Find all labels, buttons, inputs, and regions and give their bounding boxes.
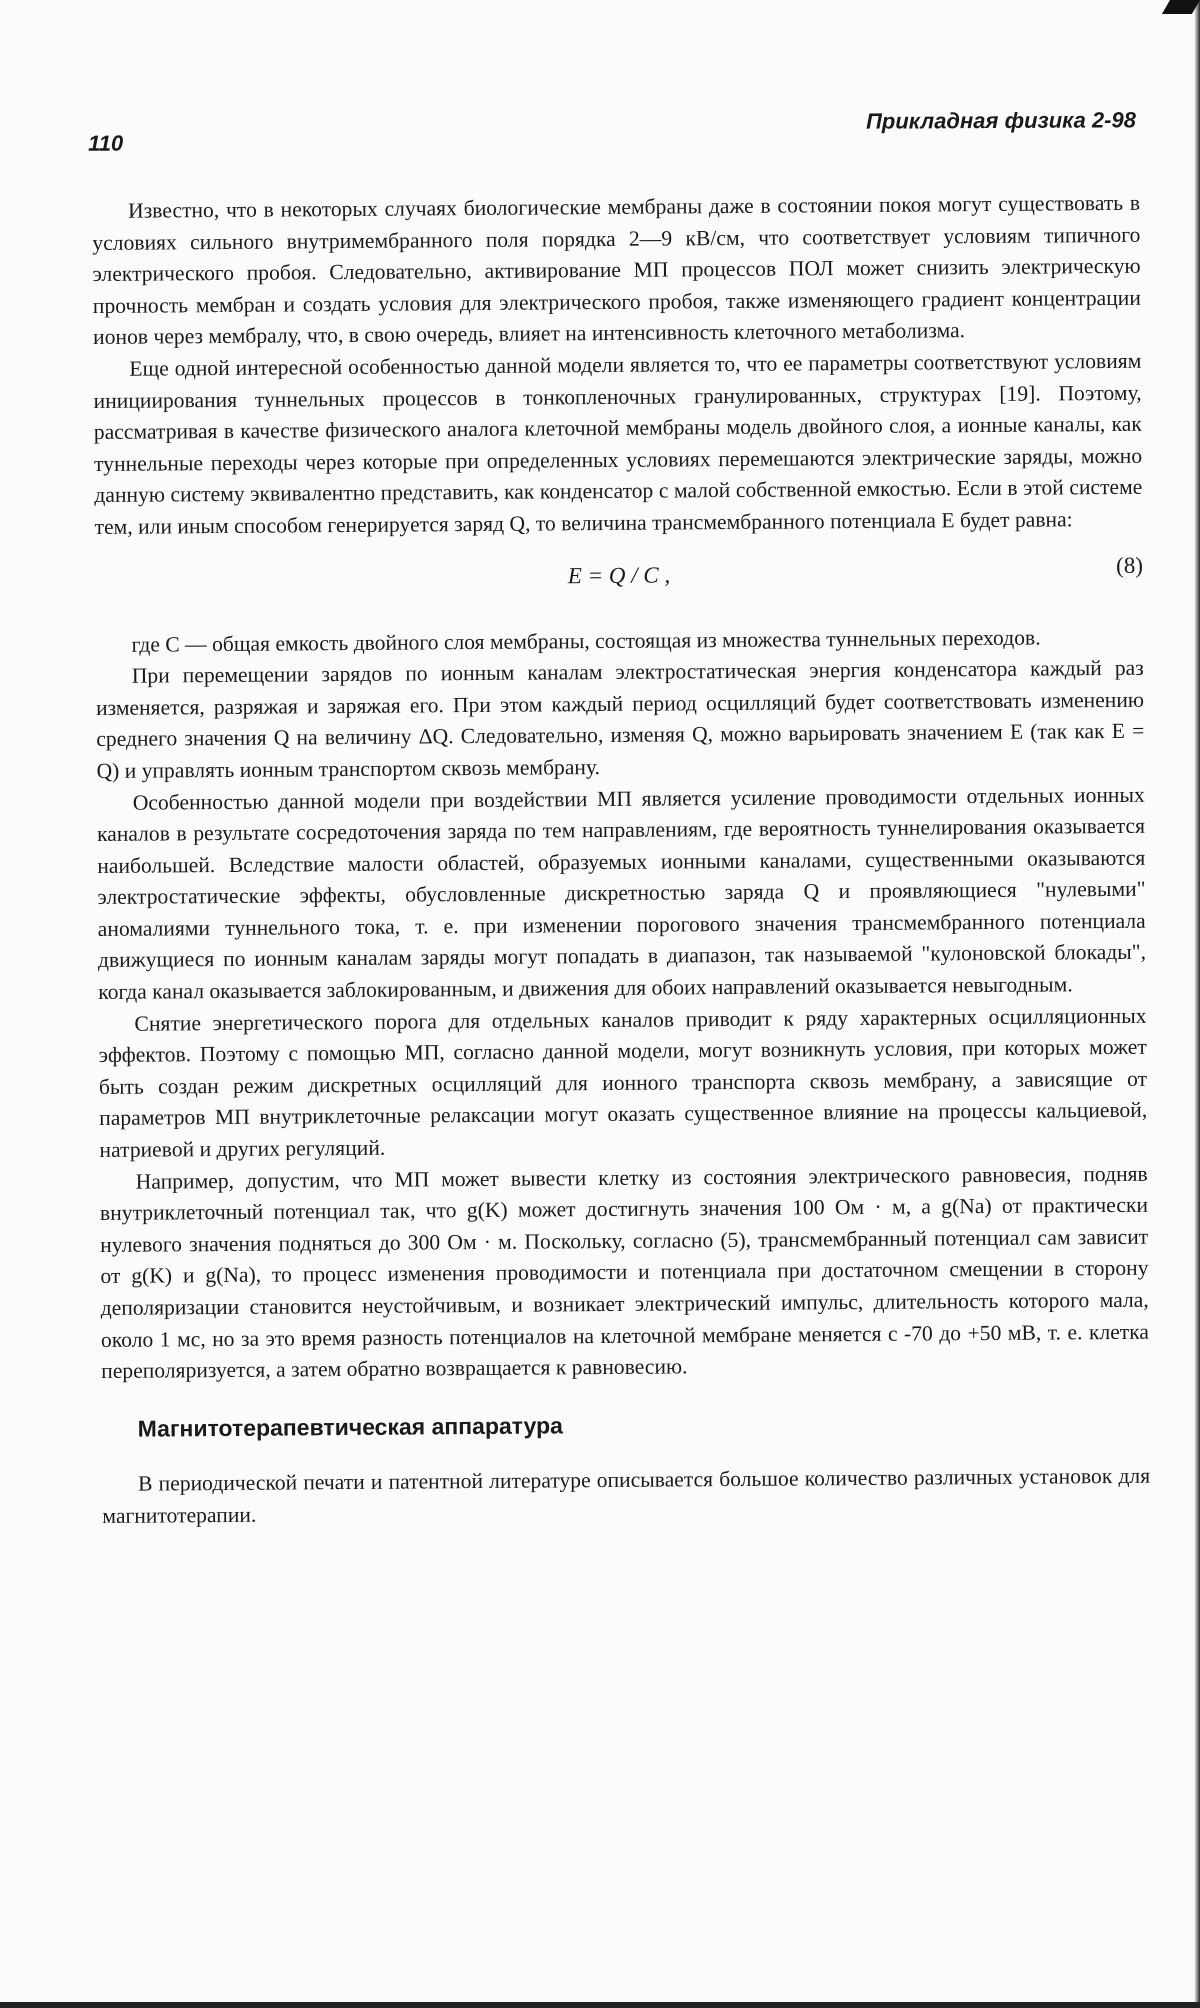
scan-shadow-right (1194, 0, 1200, 2008)
equation (95, 537, 1144, 625)
page-header (87, 107, 1137, 156)
paragraph: Еще одной интересной особенностью данной модели является то, что ее параметры соответствуют условиям инициирования туннельных процессов в тонкопленочных гранулированных, структурах [19]. Поэтому, рассматривая в качестве физического аналога клеточной мембраны модель двойного слоя, а ионные каналы, как туннельные переходы через которые при определенных условиях перемешаются электрические заряды, можно данную систему эквивалентно представить, как конденсатор с малой собственной емкостью. Если в этой системе тем, или иным способом генерируется заряд Q, то величина трансмембранного потенциала E будет равна: (93, 348, 1143, 539)
page-number: 110 (87, 130, 124, 156)
paragraph: При перемещении зарядов по ионным каналам электростатическая энергия конденсатора каждый раз изменяется, разряжая и заряжая его. При этом каждый период осцилляций будет соответствовать изменению среднего значения Q на величину ΔQ. Следовательно, изменяя Q, можно варьировать значением E (так как E = Q) и управлять ионным транспортом сквозь мембрану. (95, 655, 1145, 783)
running-title: Прикладная физика 2-98 (866, 107, 1137, 134)
paragraph: Особенностью данной модели при воздействии МП является усиление проводимости отдельных ионных каналов в результате сосредоточения заряда по тем направлениям, где вероятность туннелирования оказывается наибольшей. Вследствие малости областей, образуемых ионными каналами, существенными оказываются электростатические эффекты, обусловленные дискретностью заряда Q и проявляющиеся "нулевыми" аномалиями туннельного тока, т. е. при изменении порогового значения трансмембранного потенциала движущиеся по ионным каналам заряды могут попадать в диапазон, так называемой "кулоновской блокады", когда канал оказывается заблокированным, и движения для обоих направлений оказывается невыгодным. (96, 782, 1147, 1005)
scan-shadow-bottom (0, 2002, 1200, 2008)
paragraph: В периодической печати и патентной литературе описывается большое количество различных установок для магнитотерапии. (102, 1464, 1151, 1528)
page-body (92, 188, 1150, 1533)
equation-expression: E = Q / C , (567, 562, 671, 588)
paragraph: Снятие энергетического порога для отдельных каналов приводит к ряду характерных осцилляционных эффектов. Поэтому с помощью МП, согласно данной модели, могут возникнуть условия, при которых может быть создан режим дискретных осцилляций для ионного транспорта сквозь мембрану, а зависящие от параметров МП внутриклеточные релаксации могут оказать существенное влияние на процессы кальциевой, натриевой и других регуляций. (98, 1003, 1148, 1163)
paragraph: Например, допустим, что МП может вывести клетку из состояния электрического равновесия, подняв внутриклеточный потенциал так, что g(K) может достигнуть значения 100 Ом · м, а g(Na) от практически нулевого значения подняться до 300 Ом · м. Поскольку, согласно (5), трансмембранный потенциал сам зависит от g(K) и g(Na), то процесс изменения проводимости и потенциала при достаточном смещении в сторону деполяризации становится неустойчивым, и возникает электрический импульс, длительность которого мала, около 1 мс, но за это время разность потенциалов на клеточной мембране меняется с -70 до +50 мВ, т. е. клетка переполяризуется, а затем обратно возвращается к равновесию. (99, 1161, 1150, 1384)
paragraph: Известно, что в некоторых случаях биологические мембраны даже в состоянии покоя могут существовать в условиях сильного внутримембранного поля порядка 2—9 кВ/см, что соответствует условиям типичного электрического пробоя. Следовательно, активирование МП процессов ПОЛ может снизить электрическую прочность мембран и создать условия для электрического пробоя, также изменяющего градиент концентрации ионов через мембралу, что, в свою очередь, влияет на интенсивность клеточного метаболизма. (92, 190, 1141, 350)
paragraph: где C — общая емкость двойного слоя мембраны, состоящая из множества туннельных переходов. (131, 625, 1041, 657)
equation-number: (8) (1116, 552, 1144, 578)
section-heading: Магнитотерапевтическая аппаратура (137, 1412, 564, 1442)
